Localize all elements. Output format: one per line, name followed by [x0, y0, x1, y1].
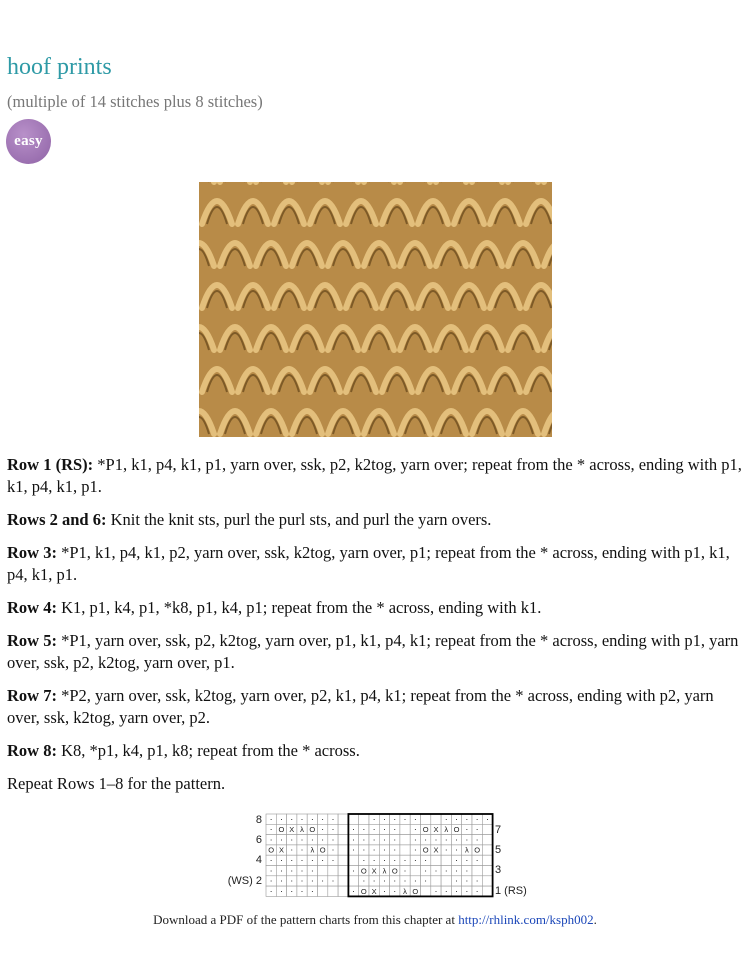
chart-stitch-symbol: · [269, 855, 273, 865]
chart-stitch-symbol: · [444, 834, 448, 845]
chart-cell [318, 866, 328, 876]
chart-stitch-symbol: · [331, 813, 335, 824]
chart-stitch-symbol: · [269, 865, 273, 876]
swatch-texture [199, 182, 552, 437]
chart-stitch-symbol: · [413, 844, 417, 855]
chart-cell [348, 876, 358, 886]
chart-stitch-symbol: · [290, 865, 294, 876]
chart-stitch-symbol: · [455, 834, 459, 845]
chart-stitch-symbol: · [455, 865, 459, 876]
chart-stitch-symbol: O [360, 886, 367, 896]
chart-stitch-symbol: O [268, 845, 275, 855]
chart-stitch-symbol: · [279, 875, 283, 886]
footer-text: Download a PDF of the pattern charts from this chapter at [153, 912, 459, 927]
pdf-download-link[interactable]: http://rhlink.com/ksph002 [458, 912, 594, 927]
chart-stitch-symbol: X [289, 825, 295, 835]
chart-stitch-symbol: X [433, 825, 439, 835]
chart-stitch-symbol: · [434, 885, 438, 896]
chart-stitch-symbol: · [321, 813, 325, 824]
chart-stitch-symbol: · [455, 875, 459, 886]
chart-stitch-symbol: O [422, 825, 429, 835]
stitch-chart [218, 810, 538, 900]
download-footer [0, 912, 750, 928]
chart-row-label-3: 3 [495, 864, 502, 876]
chart-stitch-symbol: · [300, 885, 304, 896]
chart-stitch-symbol: · [434, 865, 438, 876]
chart-stitch-symbol: · [465, 813, 469, 824]
row-3-instruction: Row 3: *P1, k1, p4, k1, p2, yarn over, ssk, k2tog, yarn over, p1; repeat from the * across, ending with p1, k1, p4, k1, p1. [7, 543, 730, 584]
chart-row-label-8: 8 [255, 814, 262, 826]
chart-stitch-symbol: X [371, 886, 377, 896]
chart-stitch-symbol: · [269, 813, 273, 824]
row-7-instruction: Row 7: *P2, yarn over, ssk, k2tog, yarn over, p2, k1, p4, k1; repeat from the * across, ending with p2, yarn over, ssk, k2tog, yarn over, p2. [7, 686, 714, 727]
chart-cell [348, 855, 358, 865]
chart-stitch-symbol: O [278, 825, 285, 835]
chart-stitch-symbol: O [391, 866, 398, 876]
chart-stitch-symbol: · [310, 885, 314, 896]
chart-cell [482, 845, 492, 855]
chart-cell [482, 876, 492, 886]
pattern-subtitle: (multiple of 14 stitches plus 8 stitches) [7, 92, 263, 111]
chart-stitch-symbol: · [413, 834, 417, 845]
chart-row-label-6: 6 [255, 834, 262, 846]
chart-cell [431, 855, 441, 865]
chart-stitch-symbol: O [412, 886, 419, 896]
chart-stitch-symbol: O [319, 845, 326, 855]
chart-row-label-7: 7 [495, 824, 502, 836]
chart-stitch-symbol: · [465, 865, 469, 876]
chart-stitch-symbol: · [290, 875, 294, 886]
chart-stitch-symbol: · [475, 834, 479, 845]
chart-stitch-symbol: · [424, 865, 428, 876]
chart-cell [472, 866, 482, 876]
chart-cell [359, 814, 369, 824]
chart-stitch-symbol: · [403, 875, 407, 886]
chart-cell [338, 876, 348, 886]
chart-row-label-2-ws: (WS) 2 [227, 875, 262, 887]
chart-stitch-symbol: · [382, 855, 386, 865]
chart-stitch-symbol: · [372, 855, 376, 865]
chart-stitch-symbol: · [465, 875, 469, 886]
chart-stitch-symbol: · [300, 865, 304, 876]
chart-cell [441, 855, 451, 865]
chart-stitch-symbol: · [475, 824, 479, 835]
chart-stitch-symbol: O [474, 845, 481, 855]
chart-cell [482, 886, 492, 896]
chart-cell [338, 855, 348, 865]
chart-stitch-symbol: · [362, 834, 366, 845]
chart-row-label-1-rs: 1 (RS) [495, 885, 527, 897]
chart-stitch-symbol: · [382, 824, 386, 835]
chart-cell [482, 866, 492, 876]
chart-stitch-symbol: · [403, 813, 407, 824]
chart-stitch-symbol: λ [444, 825, 449, 835]
chart-stitch-symbol: · [300, 855, 304, 865]
chart-stitch-symbol: · [455, 844, 459, 855]
chart-stitch-symbol: · [331, 834, 335, 845]
chart-stitch-symbol: · [465, 824, 469, 835]
chart-stitch-symbol: · [465, 885, 469, 896]
chart-stitch-symbol: · [310, 813, 314, 824]
chart-stitch-symbol: · [465, 834, 469, 845]
knit-swatch-photo [199, 182, 552, 437]
chart-stitch-symbol: · [424, 875, 428, 886]
chart-stitch-symbol: · [475, 855, 479, 865]
chart-stitch-symbol: · [372, 813, 376, 824]
chart-stitch-symbol: · [279, 885, 283, 896]
chart-stitch-symbol: · [331, 855, 335, 865]
chart-stitch-symbol: · [300, 813, 304, 824]
chart-stitch-symbol: · [310, 875, 314, 886]
footer-period: . [593, 912, 597, 927]
chart-stitch-symbol: · [393, 844, 397, 855]
chart-cell [338, 866, 348, 876]
chart-stitch-symbol: · [300, 834, 304, 845]
chart-stitch-symbol: · [444, 865, 448, 876]
chart-stitch-symbol: · [403, 865, 407, 876]
chart-stitch-symbol: λ [310, 845, 315, 855]
chart-cell [441, 876, 451, 886]
chart-stitch-symbol: · [372, 875, 376, 886]
chart-stitch-symbol: · [444, 844, 448, 855]
chart-stitch-symbol: · [290, 885, 294, 896]
chart-cell [421, 814, 431, 824]
chart-stitch-symbol: · [310, 834, 314, 845]
chart-stitch-symbol: · [382, 844, 386, 855]
difficulty-badge: easy [6, 119, 51, 164]
chart-row-label-5: 5 [495, 844, 502, 856]
chart-stitch-symbol: · [290, 855, 294, 865]
chart-stitch-symbol: · [290, 834, 294, 845]
chart-cell [338, 824, 348, 834]
chart-stitch-symbol: · [413, 875, 417, 886]
chart-cell [400, 835, 410, 845]
chart-stitch-symbol: · [352, 824, 356, 835]
chart-stitch-symbol: · [393, 855, 397, 865]
repeat-note: Repeat Rows 1–8 for the pattern. [7, 774, 226, 793]
chart-stitch-symbol: O [422, 845, 429, 855]
chart-cell [338, 886, 348, 896]
chart-stitch-symbol: · [475, 813, 479, 824]
chart-stitch-symbol: · [321, 824, 325, 835]
chart-stitch-symbol: X [371, 866, 377, 876]
chart-stitch-symbol: λ [382, 866, 387, 876]
chart-stitch-symbol: · [362, 875, 366, 886]
chart-stitch-symbol: · [331, 824, 335, 835]
chart-stitch-symbol: · [393, 875, 397, 886]
chart-stitch-symbol: X [278, 845, 284, 855]
chart-cell [338, 814, 348, 824]
chart-stitch-symbol: X [433, 845, 439, 855]
chart-cell [348, 814, 358, 824]
chart-stitch-symbol: · [413, 813, 417, 824]
chart-stitch-symbol: · [321, 875, 325, 886]
chart-stitch-symbol: · [269, 875, 273, 886]
chart-stitch-symbol: · [382, 834, 386, 845]
chart-stitch-symbol: · [372, 824, 376, 835]
chart-stitch-symbol: · [290, 844, 294, 855]
chart-stitch-symbol: · [310, 855, 314, 865]
chart-stitch-symbol: · [485, 813, 489, 824]
row-2-6-instruction: Rows 2 and 6: Knit the knit sts, purl the purl sts, and purl the yarn overs. [7, 510, 492, 529]
chart-cell [338, 845, 348, 855]
chart-stitch-symbol: · [321, 834, 325, 845]
chart-cell [400, 845, 410, 855]
chart-cell [318, 886, 328, 896]
chart-cell [431, 876, 441, 886]
chart-stitch-symbol: · [279, 813, 283, 824]
chart-cell [328, 866, 338, 876]
pattern-instructions [7, 454, 742, 806]
chart-cell [482, 835, 492, 845]
chart-stitch-symbol: · [382, 885, 386, 896]
chart-stitch-symbol: · [352, 834, 356, 845]
row-8-instruction: Row 8: K8, *p1, k4, p1, k8; repeat from the * across. [7, 741, 360, 760]
chart-stitch-symbol: · [362, 855, 366, 865]
chart-stitch-symbol: · [475, 875, 479, 886]
chart-stitch-symbol: · [362, 844, 366, 855]
chart-stitch-symbol: · [279, 834, 283, 845]
chart-stitch-symbol: · [403, 855, 407, 865]
chart-stitch-symbol: · [475, 885, 479, 896]
chart-cell [431, 814, 441, 824]
chart-stitch-symbol: · [362, 824, 366, 835]
chart-cell [482, 855, 492, 865]
pattern-title: hoof prints [7, 54, 112, 80]
chart-stitch-symbol: · [331, 875, 335, 886]
chart-stitch-symbol: · [279, 865, 283, 876]
chart-stitch-symbol: λ [464, 845, 469, 855]
chart-stitch-symbol: · [393, 834, 397, 845]
chart-stitch-symbol: λ [300, 825, 304, 835]
chart-stitch-symbol: · [413, 855, 417, 865]
chart-stitch-symbol: · [424, 834, 428, 845]
chart-stitch-symbol: · [310, 865, 314, 876]
chart-row-label-4: 4 [255, 854, 262, 866]
chart-stitch-symbol: · [300, 875, 304, 886]
chart-stitch-symbol: · [279, 855, 283, 865]
stitch-chart-grid [218, 810, 538, 900]
chart-stitch-symbol: · [290, 813, 294, 824]
chart-stitch-symbol: · [269, 834, 273, 845]
chart-stitch-symbol: · [352, 865, 356, 876]
chart-cell [328, 886, 338, 896]
chart-stitch-symbol: · [321, 855, 325, 865]
chart-stitch-symbol: · [444, 813, 448, 824]
chart-stitch-symbol: · [455, 885, 459, 896]
chart-stitch-symbol: · [444, 885, 448, 896]
chart-stitch-symbol: · [424, 855, 428, 865]
chart-stitch-symbol: · [382, 875, 386, 886]
chart-stitch-symbol: · [269, 885, 273, 896]
chart-stitch-symbol: · [413, 824, 417, 835]
row-4-instruction: Row 4: K1, p1, k4, p1, *k8, p1, k4, p1; repeat from the * across, ending with k1. [7, 598, 542, 617]
row-1-instruction: Row 1 (RS): *P1, k1, p4, k1, p1, yarn over, ssk, p2, k2tog, yarn over; repeat from the * across, ending with p1, k1, p4, k1, p1. [7, 455, 742, 496]
chart-cell [482, 824, 492, 834]
chart-stitch-symbol: · [382, 813, 386, 824]
chart-stitch-symbol: · [372, 834, 376, 845]
chart-stitch-symbol: λ [403, 886, 407, 896]
chart-stitch-symbol: · [300, 844, 304, 855]
chart-stitch-symbol: · [372, 844, 376, 855]
chart-stitch-symbol: · [352, 844, 356, 855]
row-5-instruction: Row 5: *P1, yarn over, ssk, p2, k2tog, yarn over, p1, k1, p4, k1; repeat from the * across, ending with p1, yarn over, ssk, p2, k2tog, yarn over, p1. [7, 631, 739, 672]
chart-stitch-symbol: · [331, 844, 335, 855]
chart-stitch-symbol: · [434, 834, 438, 845]
chart-stitch-symbol: · [465, 855, 469, 865]
chart-stitch-symbol: · [393, 813, 397, 824]
chart-stitch-symbol: O [360, 866, 367, 876]
chart-cell [410, 866, 420, 876]
chart-stitch-symbol: · [393, 824, 397, 835]
chart-cell [421, 886, 431, 896]
chart-cell [400, 824, 410, 834]
chart-stitch-symbol: · [393, 885, 397, 896]
chart-stitch-symbol: O [453, 825, 460, 835]
chart-stitch-symbol: · [455, 813, 459, 824]
chart-stitch-symbol: · [269, 824, 273, 835]
chart-cell [338, 835, 348, 845]
chart-stitch-symbol: · [455, 855, 459, 865]
chart-stitch-symbol: · [352, 885, 356, 896]
chart-stitch-symbol: O [309, 825, 316, 835]
